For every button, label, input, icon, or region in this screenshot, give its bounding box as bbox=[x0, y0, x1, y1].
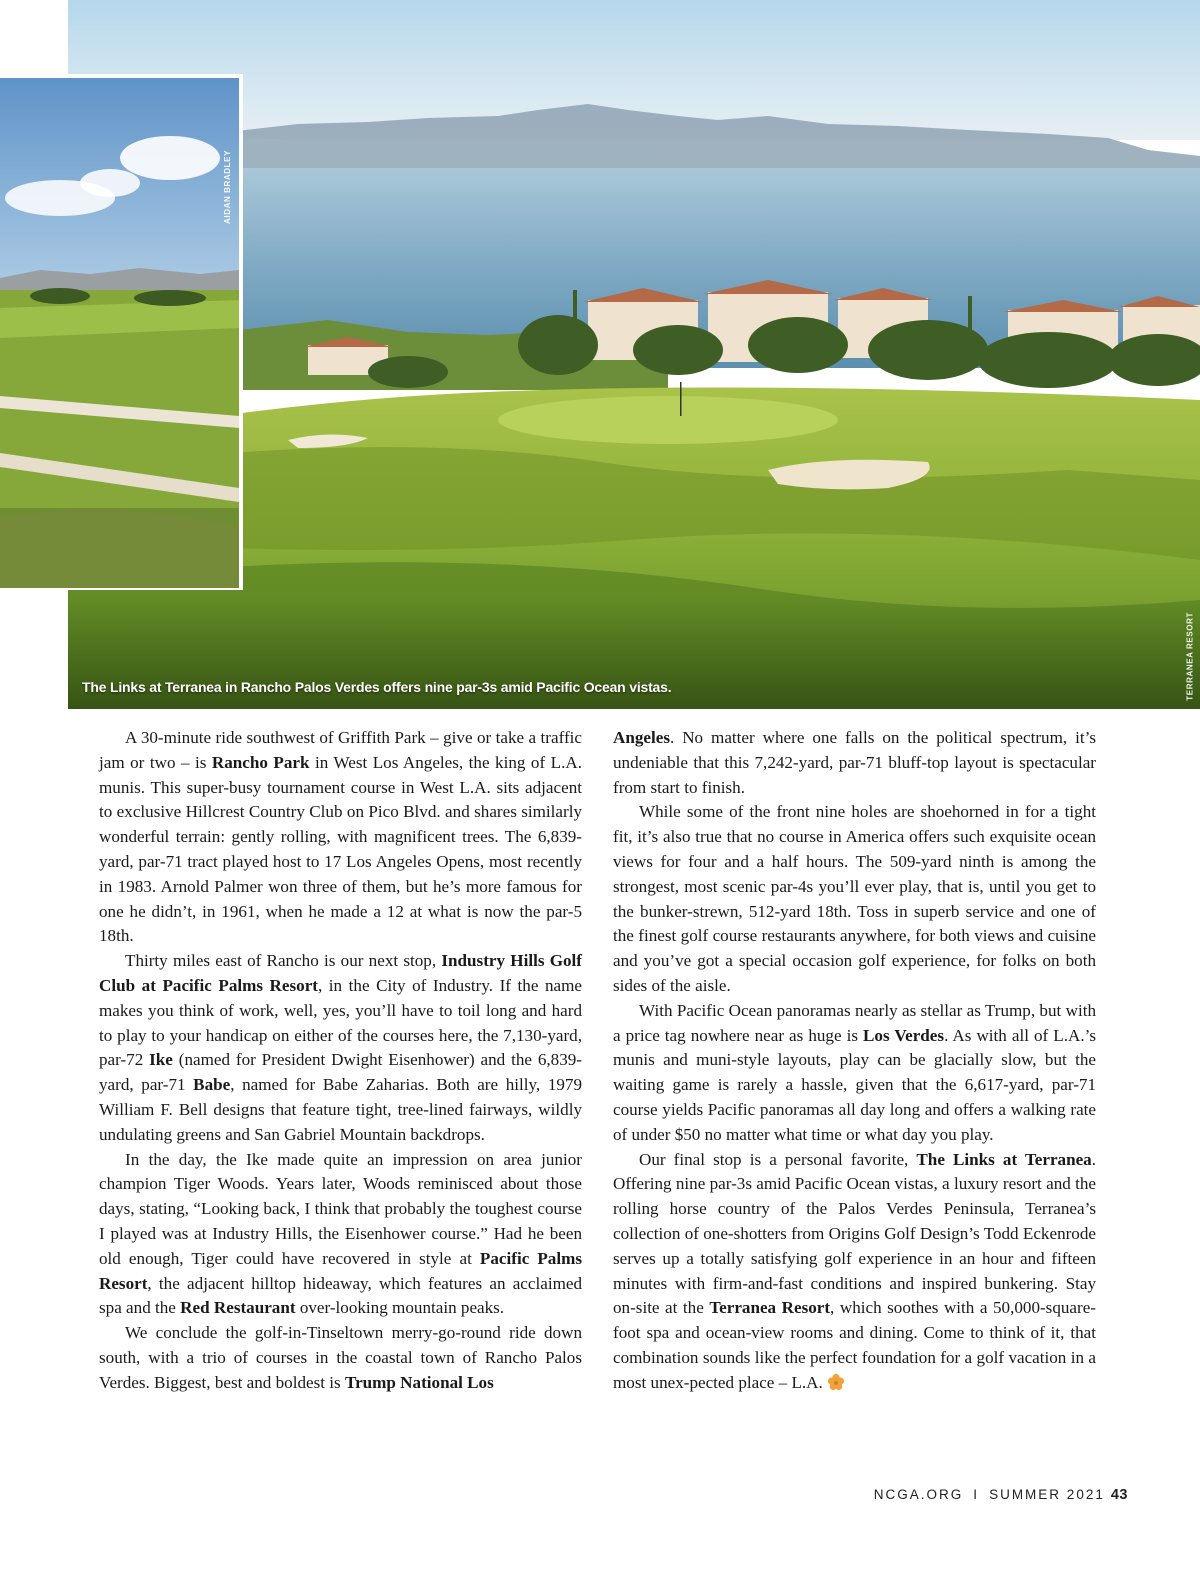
hero-caption: The Links at Terranea in Rancho Palos Verdes offers nine par-3s amid Pacific Ocean vistas. bbox=[82, 679, 672, 695]
course-name-links-at-terranea: The Links at Terranea bbox=[916, 1149, 1092, 1169]
page-footer bbox=[874, 1487, 1128, 1503]
course-name-trump-national-cont: Angeles bbox=[613, 728, 670, 747]
article-column-right bbox=[613, 726, 1096, 1396]
footer-site: NCGA.ORG bbox=[873, 1487, 964, 1502]
footer-issue: SUMMER 2021 bbox=[989, 1487, 1105, 1502]
footer-separator: I bbox=[973, 1487, 980, 1502]
photo-credit-main: TERRANEA RESORT bbox=[1186, 612, 1195, 701]
paragraph-rancho-palos-verdes: We conclude the golf-in-Tinseltown merry-go-round ride down south, with a trio of courses in the coastal town of Rancho Palos Verdes. Biggest, best and boldest is Trump National Los bbox=[99, 1323, 582, 1392]
course-name-industry-hills: Industry Hills Golf Club at Pacific Palms Resort bbox=[99, 951, 582, 995]
resort-name-pacific-palms: Pacific Palms Resort bbox=[99, 1248, 582, 1293]
article-column-left bbox=[99, 726, 582, 1396]
photo-credit-inset: AIDAN BRADLEY bbox=[223, 149, 232, 224]
inset-photo bbox=[0, 78, 239, 588]
course-name-trump-national: Trump National Los bbox=[344, 1372, 494, 1392]
paragraph-industry-hills: Thirty miles east of Rancho is our next stop, Industry Hills Golf Club at Pacific Palms Resort, in the City of Industry. If the name makes you think of work, well, yes, you’ll have to toil long and hard to play to your handicap on either of the courses here, the 7,130-yard, par-72 Ike (named for President Dwight Eisenhower) and the 6,839-yard, par-71 Babe, named for Babe Zaharias. Both are hilly, 1979 William F. Bell designs that feature tight, tree-lined fairways, wildly undulating greens and San Gabriel Mountain backdrops. bbox=[99, 951, 583, 1144]
course-name-rancho-park: Rancho Park bbox=[211, 752, 310, 772]
course-name-ike: Ike bbox=[149, 1050, 173, 1070]
resort-name-terranea: Terranea Resort bbox=[709, 1298, 831, 1318]
page-number: 43 bbox=[1110, 1487, 1128, 1503]
inset-photo-frame bbox=[0, 74, 243, 590]
course-name-los-verdes: Los Verdes bbox=[863, 1025, 945, 1045]
paragraph-los-verdes: With Pacific Ocean panoramas nearly as stellar as Trump, but with a price tag nowhere near as huge is Los Verdes. As with all of L.A.’s munis and muni-style layouts, play can be glacially slow, but the waiting game is rarely a hassle, given that the 6,617-yard, par-71 course yields Pacific panoramas all day long and offers a walking rate of under $50 no matter what time or what day you play. bbox=[613, 1000, 1096, 1144]
paragraph-trump-national: Angeles. No matter where one falls on the political spectrum, it’s undeniable that this 7,242-yard, par-71 bluff-top layout is spectacular from start to finish. bbox=[613, 728, 1096, 797]
rancho-park-image bbox=[0, 78, 239, 588]
paragraph-tiger-woods: In the day, the Ike made quite an impression on area junior champion Tiger Woods. Years later, Woods reminisced about those days, stating, “Looking back, I think that probably the toughest course I played was at Industry Hills, the Eisenhower course.” Had he been old enough, Tiger could have recovered in style at Pacific Palms Resort, the adjacent hilltop hideaway, which features an acclaimed spa and the Red Restaurant over-looking mountain peaks. bbox=[99, 1149, 582, 1318]
paragraph-terranea: Our final stop is a personal favorite, The Links at Terranea. Offering nine par-3s amid Pacific Ocean vistas, a luxury resort and the rolling horse country of the Palos Verdes Peninsula, Terranea’s collection of one-shotters from Origins Golf Design’s Todd Eckenrode serves up a totally satisfying golf experience in an hour and fifteen minutes with firm-and-fast conditions and inspired bunkering. Stay on-site at the Terranea Resort, which soothes with a 50,000-square-foot spa and ocean-view rooms and dining. Come to think of it, that combination sounds like the perfect foundation for a golf vacation in a most unex-pected place – L.A. bbox=[613, 1149, 1097, 1392]
poppy-flower-icon bbox=[827, 1373, 845, 1391]
paragraph-front-nine: While some of the front nine holes are shoehorned in for a tight fit, it’s also true that no course in America offers such exquisite ocean views for four and a half hours. The 509-yard ninth is among the strongest, most scenic par-4s you’ll ever play, that is, until you get to the bunker-strewn, 512-yard 18th. Toss in superb service and one of the finest golf course restaurants anywhere, for both views and cuisine and you’ve got a special occasion golf experience, for folks on both sides of the aisle. bbox=[613, 802, 1096, 995]
restaurant-name-red: Red Restaurant bbox=[180, 1298, 296, 1318]
paragraph-rancho-park: A 30-minute ride southwest of Griffith Park – give or take a traffic jam or two – is Rancho Park in West Los Angeles, the king of L.A. munis. This super-busy tournament course in West L.A. sits adjacent to exclusive Hillcrest Country Club on Pico Blvd. and shares similarly wonderful terrain: gently rolling, with magnificent trees. The 6,839-yard, par-71 tract played host to 17 Los Angeles Opens, most recently in 1983. Arnold Palmer won three of them, but he’s more famous for one he didn’t, in 1961, when he made a 12 at what is now the par-5 18th. bbox=[99, 728, 582, 946]
course-name-babe: Babe bbox=[193, 1075, 231, 1095]
